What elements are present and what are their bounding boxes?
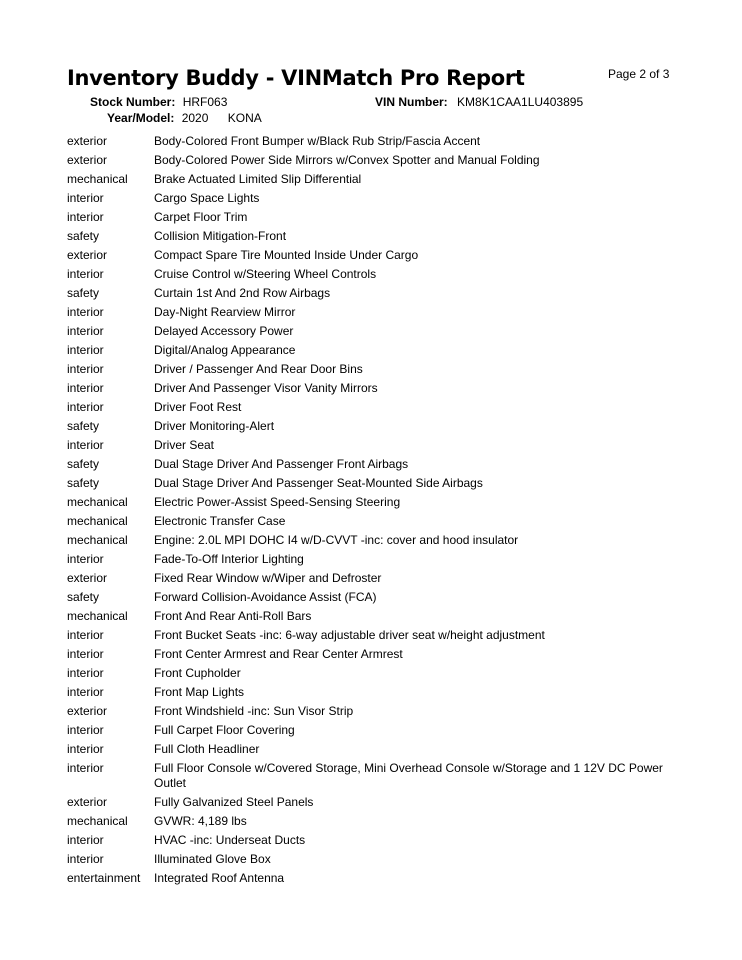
feature-row — [67, 322, 687, 341]
feature-category: interior — [67, 305, 104, 319]
feature-list — [67, 132, 687, 888]
feature-description: HVAC -inc: Underseat Ducts — [154, 833, 306, 847]
vin-number-field — [375, 95, 583, 109]
feature-row — [67, 702, 687, 721]
feature-row — [67, 493, 687, 512]
feature-category: interior — [67, 267, 104, 281]
feature-category: mechanical — [67, 609, 128, 623]
feature-category: interior — [67, 191, 104, 205]
feature-category: interior — [67, 666, 104, 680]
feature-category: mechanical — [67, 172, 128, 186]
feature-row — [67, 759, 687, 793]
feature-row — [67, 645, 687, 664]
feature-description: Electric Power-Assist Speed-Sensing Steering — [154, 495, 401, 509]
feature-row — [67, 626, 687, 645]
feature-description: Illuminated Glove Box — [154, 852, 271, 866]
feature-row — [67, 607, 687, 626]
feature-row — [67, 869, 687, 888]
feature-row — [67, 793, 687, 812]
feature-description: Digital/Analog Appearance — [154, 343, 296, 357]
feature-category: interior — [67, 723, 104, 737]
feature-row — [67, 303, 687, 322]
feature-description: Driver Foot Rest — [154, 400, 242, 414]
year-model-label: Year/Model: — [107, 111, 175, 125]
feature-category: interior — [67, 400, 104, 414]
feature-row — [67, 550, 687, 569]
feature-description: Collision Mitigation-Front — [154, 229, 287, 243]
feature-category: safety — [67, 476, 100, 490]
feature-category: interior — [67, 628, 104, 642]
feature-category: exterior — [67, 153, 108, 167]
feature-category: interior — [67, 362, 104, 376]
feature-description: Dual Stage Driver And Passenger Front Airbags — [154, 457, 409, 471]
feature-description: Cargo Space Lights — [154, 191, 260, 205]
report-title: Inventory Buddy - VINMatch Pro Report — [67, 66, 525, 90]
feature-category: exterior — [67, 704, 108, 718]
feature-category: safety — [67, 419, 100, 433]
feature-row — [67, 284, 687, 303]
feature-description: Dual Stage Driver And Passenger Seat-Mounted Side Airbags — [154, 476, 483, 490]
feature-category: interior — [67, 742, 104, 756]
feature-description: Driver Monitoring-Alert — [154, 419, 275, 433]
feature-category: exterior — [67, 248, 108, 262]
feature-category: interior — [67, 552, 104, 566]
feature-description: Front Map Lights — [154, 685, 245, 699]
feature-description: Front Center Armrest and Rear Center Armrest — [154, 647, 403, 661]
feature-description: Body-Colored Front Bumper w/Black Rub Strip/Fascia Accent — [154, 134, 481, 148]
feature-category: interior — [67, 438, 104, 452]
feature-category: exterior — [67, 134, 108, 148]
feature-category: mechanical — [67, 514, 128, 528]
feature-row — [67, 569, 687, 588]
feature-category: safety — [67, 229, 100, 243]
feature-category: interior — [67, 210, 104, 224]
feature-category: safety — [67, 590, 100, 604]
feature-category: mechanical — [67, 495, 128, 509]
feature-row — [67, 189, 687, 208]
feature-category: exterior — [67, 795, 108, 809]
feature-description: Curtain 1st And 2nd Row Airbags — [154, 286, 331, 300]
feature-row — [67, 417, 687, 436]
feature-description: Front Windshield -inc: Sun Visor Strip — [154, 704, 354, 718]
feature-row — [67, 132, 687, 151]
feature-category: interior — [67, 343, 104, 357]
feature-description: Front And Rear Anti-Roll Bars — [154, 609, 312, 623]
feature-description: Day-Night Rearview Mirror — [154, 305, 296, 319]
feature-category: safety — [67, 286, 100, 300]
feature-category: interior — [67, 685, 104, 699]
feature-description: Cruise Control w/Steering Wheel Controls — [154, 267, 377, 281]
feature-row — [67, 721, 687, 740]
feature-description: GVWR: 4,189 lbs — [154, 814, 247, 828]
feature-row — [67, 474, 687, 493]
feature-category: interior — [67, 852, 104, 866]
feature-row — [67, 208, 687, 227]
feature-row — [67, 455, 687, 474]
feature-row — [67, 512, 687, 531]
feature-row — [67, 740, 687, 759]
feature-description: Front Cupholder — [154, 666, 241, 680]
feature-description: Front Bucket Seats -inc: 6-way adjustable driver seat w/height adjustment — [154, 628, 545, 642]
feature-description: Forward Collision-Avoidance Assist (FCA) — [154, 590, 377, 604]
feature-row — [67, 246, 687, 265]
year-value: 2020 — [181, 111, 209, 125]
feature-category: interior — [67, 324, 104, 338]
feature-description: Fixed Rear Window w/Wiper and Defroster — [154, 571, 382, 585]
feature-description: Compact Spare Tire Mounted Inside Under Cargo — [154, 248, 419, 262]
feature-category: exterior — [67, 571, 108, 585]
feature-description: Body-Colored Power Side Mirrors w/Convex Spotter and Manual Folding — [154, 153, 540, 167]
feature-row — [67, 151, 687, 170]
feature-row — [67, 360, 687, 379]
feature-category: interior — [67, 833, 104, 847]
page-number: Page 2 of 3 — [608, 67, 670, 81]
feature-row — [67, 588, 687, 607]
vin-number-value: KM8K1CAA1LU403895 — [457, 95, 584, 109]
stock-number-label: Stock Number: — [90, 95, 176, 109]
feature-row — [67, 683, 687, 702]
feature-description: Full Carpet Floor Covering — [154, 723, 295, 737]
feature-category: interior — [67, 381, 104, 395]
feature-description: Delayed Accessory Power — [154, 324, 294, 338]
feature-category: safety — [67, 457, 100, 471]
feature-description: Electronic Transfer Case — [154, 514, 286, 528]
feature-row — [67, 265, 687, 284]
feature-category: mechanical — [67, 814, 128, 828]
feature-description: Driver / Passenger And Rear Door Bins — [154, 362, 363, 376]
feature-description: Fully Galvanized Steel Panels — [154, 795, 314, 809]
feature-description: Full Cloth Headliner — [154, 742, 260, 756]
model-value: KONA — [227, 111, 262, 125]
feature-description: Driver Seat — [154, 438, 215, 452]
feature-description: Integrated Roof Antenna — [154, 871, 285, 885]
feature-row — [67, 850, 687, 869]
feature-description: Fade-To-Off Interior Lighting — [154, 552, 304, 566]
stock-number-value: HRF063 — [182, 95, 228, 109]
feature-row — [67, 398, 687, 417]
feature-description: Carpet Floor Trim — [154, 210, 248, 224]
feature-row — [67, 227, 687, 246]
feature-row — [67, 812, 687, 831]
feature-row — [67, 341, 687, 360]
feature-category: interior — [67, 761, 104, 775]
feature-row — [67, 436, 687, 455]
feature-row — [67, 170, 687, 189]
feature-description: Engine: 2.0L MPI DOHC I4 w/D-CVVT -inc: cover and hood insulator — [154, 533, 519, 547]
vin-number-label: VIN Number: — [375, 95, 448, 109]
feature-row — [67, 831, 687, 850]
stock-number-field — [90, 95, 227, 109]
feature-description: Driver And Passenger Visor Vanity Mirrors — [154, 381, 378, 395]
feature-row — [67, 531, 687, 550]
feature-category: entertainment — [67, 871, 141, 885]
year-model-field — [107, 111, 262, 125]
feature-row — [67, 664, 687, 683]
feature-description: Brake Actuated Limited Slip Differential — [154, 172, 362, 186]
feature-description: Full Floor Console w/Covered Storage, Mini Overhead Console w/Storage and 1 12V DC Power Outlet — [154, 761, 663, 790]
feature-category: interior — [67, 647, 104, 661]
feature-row — [67, 379, 687, 398]
feature-category: mechanical — [67, 533, 128, 547]
